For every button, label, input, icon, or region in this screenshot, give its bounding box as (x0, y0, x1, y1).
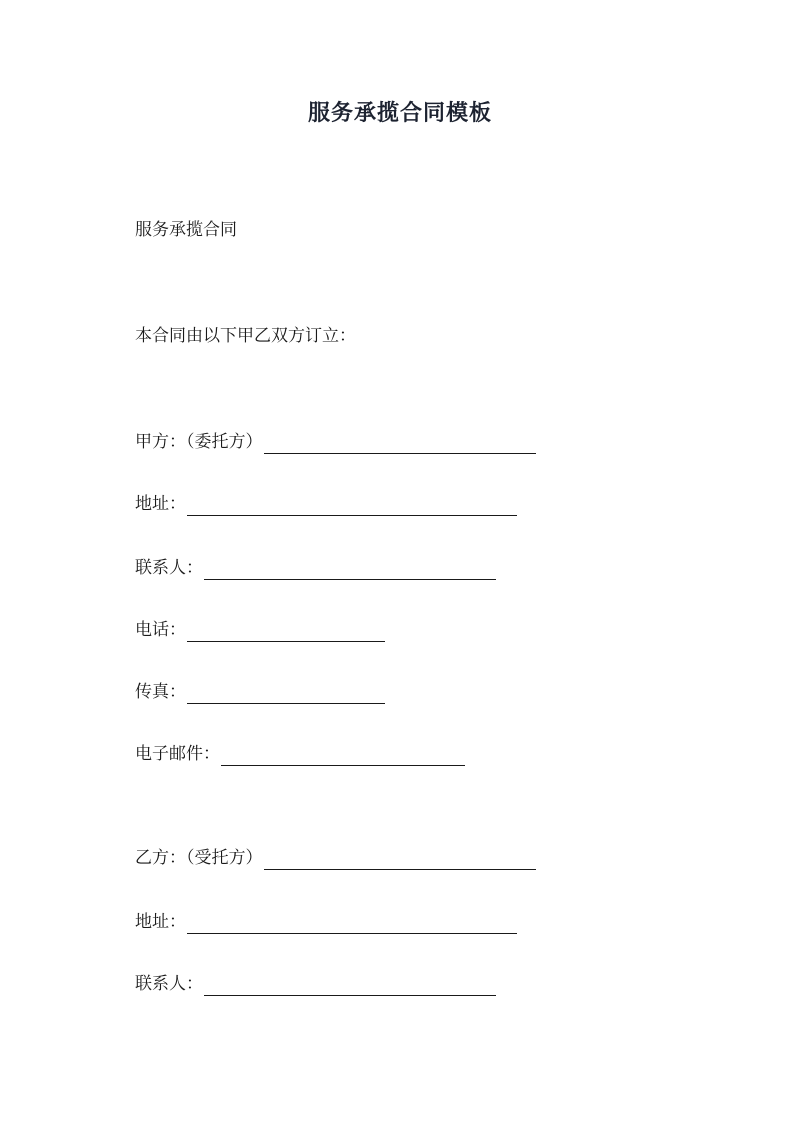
party-b-address-field[interactable] (187, 915, 517, 934)
document-title: 服务承揽合同模板 (307, 100, 492, 126)
party-a-address-line (135, 492, 517, 516)
party-b-contact-field[interactable] (204, 977, 496, 996)
party-a-email-line (135, 742, 465, 766)
party-a-phone-field[interactable] (187, 623, 385, 642)
party-b-name-field[interactable] (264, 851, 536, 870)
contract-subtitle (135, 218, 237, 242)
party-b-address-line (135, 910, 517, 934)
party-a-contact-line (135, 556, 496, 580)
party-a-contact-field[interactable] (204, 561, 496, 580)
party-a-line (135, 430, 536, 454)
party-b-contact-label: 联系人： (135, 974, 203, 994)
party-a-fax-label: 传真： (135, 682, 186, 702)
intro-text: 本合同由以下甲乙双方订立： (135, 326, 356, 346)
party-b-label: 乙方：（受托方） (135, 848, 263, 868)
party-a-email-label: 电子邮件： (135, 744, 220, 764)
party-a-fax-field[interactable] (187, 685, 385, 704)
subtitle-text: 服务承揽合同 (135, 220, 237, 240)
party-a-phone-label: 电话： (135, 620, 186, 640)
party-a-address-field[interactable] (187, 497, 517, 516)
party-b-line (135, 846, 536, 870)
party-a-fax-line (135, 680, 385, 704)
party-a-email-field[interactable] (221, 747, 465, 766)
party-a-address-label: 地址： (135, 494, 186, 514)
intro-line (135, 324, 356, 348)
party-a-phone-line (135, 618, 385, 642)
party-b-contact-line (135, 972, 496, 996)
party-a-name-field[interactable] (264, 435, 536, 454)
party-a-contact-label: 联系人： (135, 558, 203, 578)
party-a-label: 甲方：（委托方） (135, 432, 263, 452)
party-b-address-label: 地址： (135, 912, 186, 932)
